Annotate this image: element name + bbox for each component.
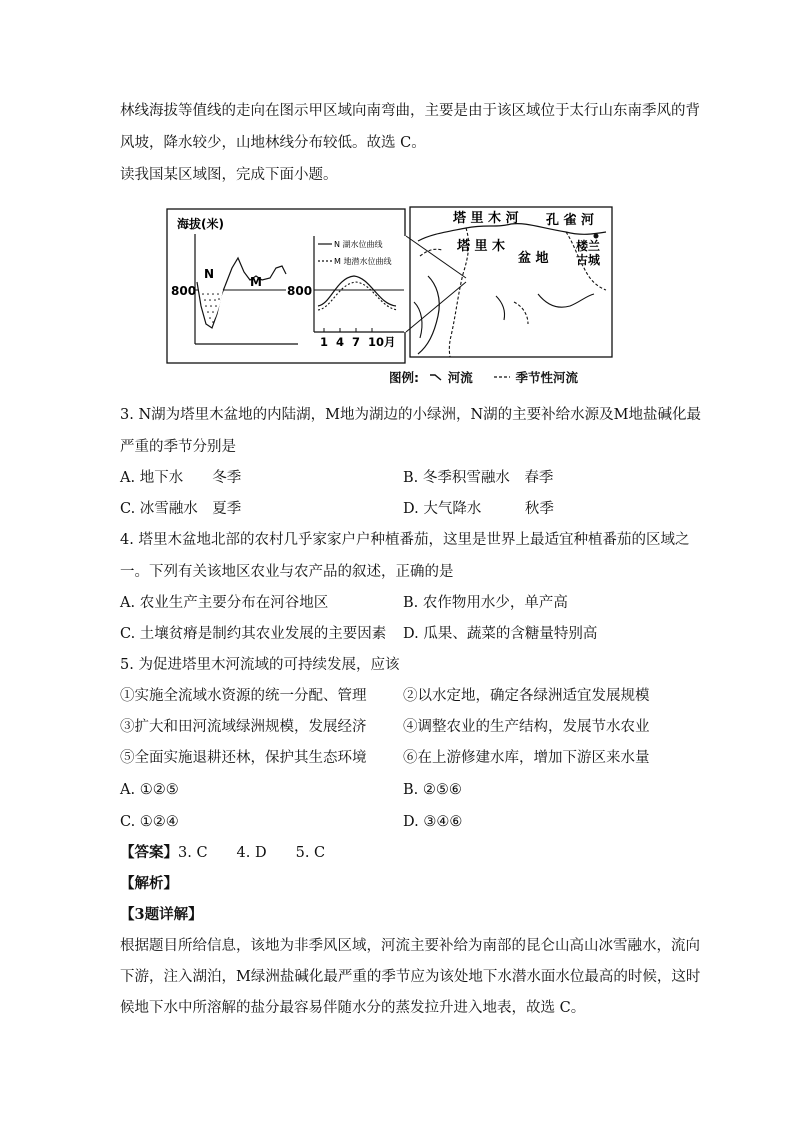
legend-seasonal-label: 季节性河流 xyxy=(515,370,578,385)
q5-item-6: ⑥在上游修建水库，增加下游区来水量 xyxy=(403,750,650,766)
q3-option-b[interactable]: B. 冬季积雪融水 春季 xyxy=(403,470,554,486)
q4-option-a[interactable]: A. 农业生产主要分布在河谷地区 xyxy=(120,595,329,611)
answer-text: 3. C 4. D 5. C xyxy=(178,845,326,861)
q4-stem-1: 4. 塔里木盆地北部的农村几乎家家户户种植番茄，这里是世界上最适宜种植番茄的区域之 xyxy=(120,532,690,548)
q5-item-4: ④调整农业的生产结构，发展节水农业 xyxy=(403,719,650,735)
label-800-left: 800 xyxy=(171,284,197,298)
q5-option-b[interactable]: B. ②⑤⑥ xyxy=(403,782,462,798)
q5-item-2: ②以水定地，确定各绿洲适宜发展规模 xyxy=(403,688,650,704)
city-name-1: 楼兰 xyxy=(576,239,601,253)
q5-item-3: ③扩大和田河流域绿洲规模，发展经济 xyxy=(120,719,367,735)
basin-name-1: 塔 里 木 xyxy=(457,239,506,254)
inset-background xyxy=(308,236,406,332)
month-ticks: 1 4 7 10月 xyxy=(320,335,396,349)
loulan-city-dot xyxy=(594,234,599,239)
legend-title: 图例: xyxy=(389,370,419,385)
river-east xyxy=(538,294,594,307)
label-800-right: 800 xyxy=(287,284,313,298)
q5-option-d[interactable]: D. ③④⑥ xyxy=(403,814,463,830)
inset-legend-1: N 湖水位曲线 xyxy=(334,240,383,249)
analysis-line-2: 下游，注入湖泊，M绿洲盐碱化最严重的季节应为该处地下水潜水面水位最高的时候，这时 xyxy=(120,969,701,985)
elevation-axis-label: 海拔(米) xyxy=(177,217,224,231)
q3-option-d[interactable]: D. 大气降水 秋季 xyxy=(403,501,554,517)
answer-label: 【答案】 xyxy=(120,844,178,861)
river-name-kongque: 孔 雀 河 xyxy=(546,213,595,228)
q3-stem-2: 严重的季节分别是 xyxy=(120,439,236,455)
intro-line-1: 林线海拔等值线的走向在图示甲区域向南弯曲，主要是由于该区域位于太行山东南季风的背 xyxy=(120,103,700,119)
legend-river-icon xyxy=(429,370,443,385)
label-n: N xyxy=(204,267,215,281)
q5-option-a[interactable]: A. ①②⑤ xyxy=(120,782,179,798)
basin-name-2: 盆 地 xyxy=(518,251,549,266)
answer-line xyxy=(120,843,325,863)
q4-option-b[interactable]: B. 农作物用水少，单产高 xyxy=(403,595,568,611)
city-name-2: 古城 xyxy=(576,253,601,267)
analysis-line-1: 根据题目所给信息，该地为非季风区域，河流主要补给为南部的昆仑山高山冰雪融水，流向 xyxy=(120,938,700,954)
legend-seasonal-icon xyxy=(493,370,511,385)
intro-line-3: 读我国某区域图，完成下面小题。 xyxy=(120,167,338,183)
q4-option-c[interactable]: C. 土壤贫瘠是制约其农业发展的主要因素 xyxy=(120,626,387,642)
q3-option-c[interactable]: C. 冰雪融水 夏季 xyxy=(120,501,242,517)
river-name-tarim: 塔 里 木 河 xyxy=(453,211,519,226)
region-figure xyxy=(166,206,613,366)
seasonal-river-3 xyxy=(420,249,442,256)
q5-item-5: ⑤全面实施退耕还林，保护其生态环境 xyxy=(120,750,367,766)
q4-option-d[interactable]: D. 瓜果、蔬菜的含糖量特别高 xyxy=(403,626,598,642)
seasonal-river-2 xyxy=(514,302,528,324)
figure-svg xyxy=(166,206,613,366)
q4-stem-2: 一。下列有关该地区农业与农产品的叙述，正确的是 xyxy=(120,564,454,580)
q3-stem-1: 3. N湖为塔里木盆地的内陆湖，M地为湖边的小绿洲，N湖的主要补给水源及M地盐碱化最 xyxy=(120,407,702,423)
analysis-line-3: 候地下水中所溶解的盐分最容易伴随水分的蒸发拉升进入地表，故选 C。 xyxy=(120,1000,586,1016)
map-frame xyxy=(410,207,612,357)
figure-legend xyxy=(389,368,578,386)
q3-detail-label: 【3题详解】 xyxy=(120,906,203,923)
inset-legend-2: M 地潜水位曲线 xyxy=(334,257,392,266)
legend-river-label: 河流 xyxy=(447,370,473,385)
analysis-label: 【解析】 xyxy=(120,875,178,892)
q5-stem: 5. 为促进塔里木河流域的可持续发展，应该 xyxy=(120,657,400,673)
river-south-3 xyxy=(496,296,505,320)
intro-line-2: 风坡，降水较少，山地林线分布较低。故选 C。 xyxy=(120,135,426,151)
label-m: M xyxy=(250,275,262,289)
q3-option-a[interactable]: A. 地下水 冬季 xyxy=(120,470,242,486)
q5-option-c[interactable]: C. ①②④ xyxy=(120,814,179,830)
q5-item-1: ①实施全流域水资源的统一分配、管理 xyxy=(120,688,367,704)
